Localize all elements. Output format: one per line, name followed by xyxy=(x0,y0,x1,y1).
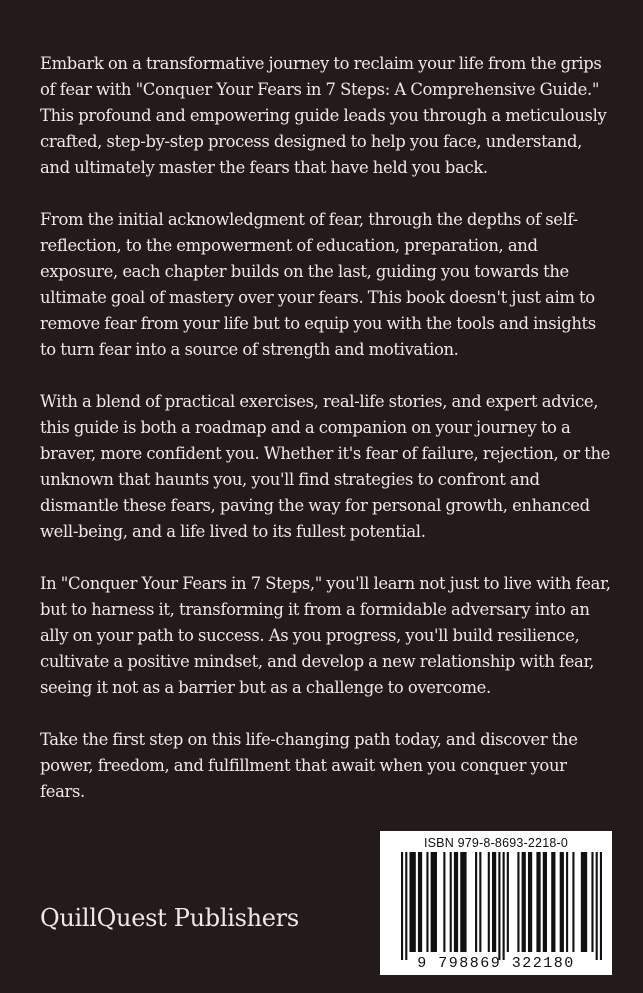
blurb-paragraph-2: From the initial acknowledgment of fear, through the depths of self-reflection, to the empowerment of education, preparation, and exposure, each chapter builds on the last, guiding you towards the ultimate goal of mastery over your fears. This book doesn't just aim to remove fear from your life but to equip you with the tools and insights to turn fear into a source of strength and motivation. xyxy=(40,210,596,359)
barcode-bar xyxy=(517,852,519,952)
barcode-bar xyxy=(426,852,428,952)
barcode-bar xyxy=(431,852,437,952)
publisher-name: QuillQuest Publishers xyxy=(40,904,299,932)
barcode-bar xyxy=(401,852,403,960)
barcode-bar xyxy=(405,852,407,960)
barcode-bar xyxy=(460,852,466,952)
barcode-bar xyxy=(454,852,458,952)
barcode-bar xyxy=(596,852,598,960)
barcode-digits: 9 798869 322180 xyxy=(417,955,575,972)
barcode-bar xyxy=(566,852,568,952)
barcode-bar xyxy=(536,852,540,952)
barcode-bar xyxy=(600,852,602,960)
barcode-bar xyxy=(560,852,564,952)
barcode-bar xyxy=(503,852,505,960)
barcode-bar xyxy=(409,852,415,952)
barcode-bar xyxy=(528,852,532,952)
blurb-paragraph-3: With a blend of practical exercises, real-life stories, and expert advice, this guide is both a roadmap and a companion on your journey to a braver, more confident you. Whether it's fear of failure, rejection, or the unknown that haunts you, you'll find strategies to confront and dismantle these fears, paving the way for personal growth, enhanced well-being, and a life lived to its fullest potential. xyxy=(40,392,611,541)
barcode-bar xyxy=(450,852,452,952)
barcode-bar xyxy=(418,852,422,952)
isbn-label: ISBN 979-8-8693-2218-0 xyxy=(423,836,569,850)
blurb-paragraph-5: Take the first step on this life-changing path today, and discover the power, freedom, and fulfillment that await when you conquer your fears. xyxy=(40,730,578,801)
barcode-bar xyxy=(572,852,574,952)
barcode-bar xyxy=(492,852,496,952)
barcode-bar xyxy=(551,852,555,952)
barcode-bar xyxy=(475,852,477,952)
barcode-bar xyxy=(498,852,500,960)
barcode-bar xyxy=(581,852,587,952)
cover-blurb xyxy=(40,51,615,805)
barcode-bar xyxy=(488,852,490,952)
blurb-paragraph-1: Embark on a transformative journey to reclaim your life from the grips of fear with "Conquer Your Fears in 7 Steps: A Comprehensive Guide." This profound and empowering guide leads you through a meticulously crafted, step-by-step process designed to help you face, understand, and ultimately master the fears that have held you back. xyxy=(40,54,607,177)
blurb-paragraph-4: In "Conquer Your Fears in 7 Steps," you'll learn not just to live with fear, but to harness it, transforming it from a formidable adversary into an ally on your path to success. As you progress, you'll build resilience, cultivate a positive mindset, and develop a new relationship with fear, seeing it not as a barrier but as a challenge to overcome. xyxy=(40,574,611,697)
barcode-bar xyxy=(443,852,445,952)
barcode-bar xyxy=(543,852,547,952)
barcode-bar xyxy=(522,852,526,952)
barcode-bar xyxy=(507,852,509,952)
barcode-bar xyxy=(479,852,481,952)
isbn-barcode xyxy=(380,831,612,975)
barcode-bar xyxy=(591,852,593,952)
barcode-bars xyxy=(390,852,602,960)
